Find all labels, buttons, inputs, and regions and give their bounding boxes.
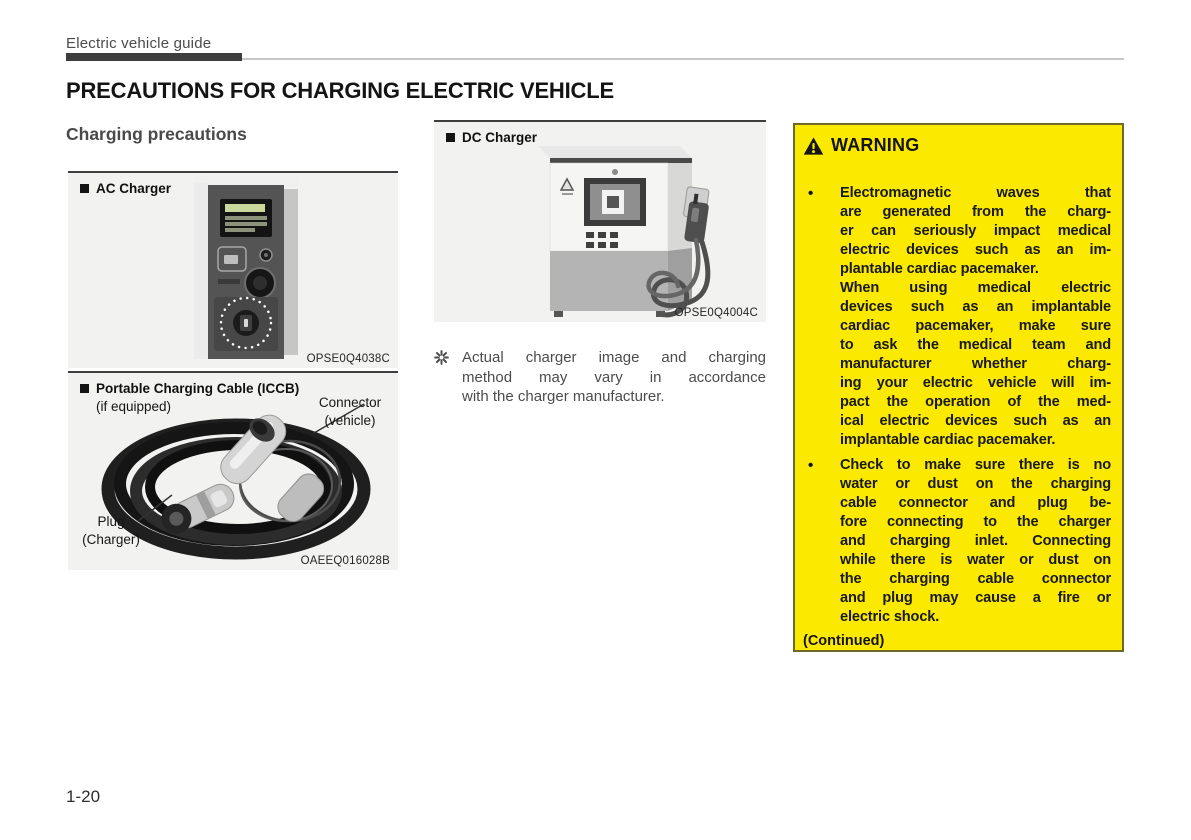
figure-charging-cable [68,371,398,570]
section-marker-icon [80,184,89,193]
header-rule [242,58,1124,60]
note [434,348,766,407]
section-marker-icon [80,384,89,393]
warning-icon [803,137,824,155]
bullet-icon: • [808,185,814,202]
dc-charger-illustration [434,122,766,322]
page-title: PRECAUTIONS FOR CHARGING ELECTRIC VEHICLE [66,78,614,103]
callout-connector: Connector (vehicle) [318,395,382,428]
figure-code-cable: OAEEQ016028B [300,555,390,567]
figure-ac-charger [68,171,398,368]
figure-label-ac [80,180,171,198]
warning-header [803,135,1122,156]
warning-bullet-2 [795,456,1122,627]
warning-body [795,184,1122,627]
warning-title: WARNING [831,135,920,155]
continued-label: (Continued) [803,633,885,649]
figure-label-dc [446,129,537,147]
section-marker-icon [446,133,455,142]
warning-bullet-1 [795,184,1122,450]
breadcrumb: Electric vehicle guide [66,35,212,52]
ac-charger-illustration [68,173,398,368]
warning-bullet-1-text: Electromagnetic waves that are generated from the charg- er can seriously impact medical electric devices such as an im- plantable cardiac pacemaker. When using medical electric devices such as an implantable cardiac pacemaker, make sure to ask the medical team and manufacturer whether charg- ing your electric vehicle will im- pact the operation of the med- ical electric devices such as an implantable cardiac pacemaker. [840,185,1111,448]
reference-mark-icon [434,348,462,407]
bullet-icon: • [808,457,814,474]
warning-bullet-2-text: Check to make sure there is no water or dust on the charging cable connector and plug be- fore connecting to the charger and charging inlet. Connecting while there is water or dust on the charging cable connector and plug may cause a fire or electric shock. [840,457,1111,625]
figure-code-ac: OPSE0Q4038C [306,353,390,365]
figure-label-text: AC Charger [96,181,172,196]
breadcrumb-underline [66,53,242,61]
figure-dc-charger [434,120,766,322]
callout-plug: Plug (Charger) [82,514,140,547]
figure-label-cable [80,380,299,416]
figure-sublabel: (if equipped) [96,399,172,414]
page-number: 1-20 [66,787,101,806]
figure-label-text: DC Charger [462,130,538,145]
figure-code-dc: OPSE0Q4004C [674,307,758,319]
section-title: Charging precautions [66,124,247,144]
figure-label-text: Portable Charging Cable (ICCB) [96,381,300,396]
note-text: Actual charger image and charging method may vary in accordance with the charger manufacturer. [462,349,766,405]
warning-box [793,123,1124,652]
